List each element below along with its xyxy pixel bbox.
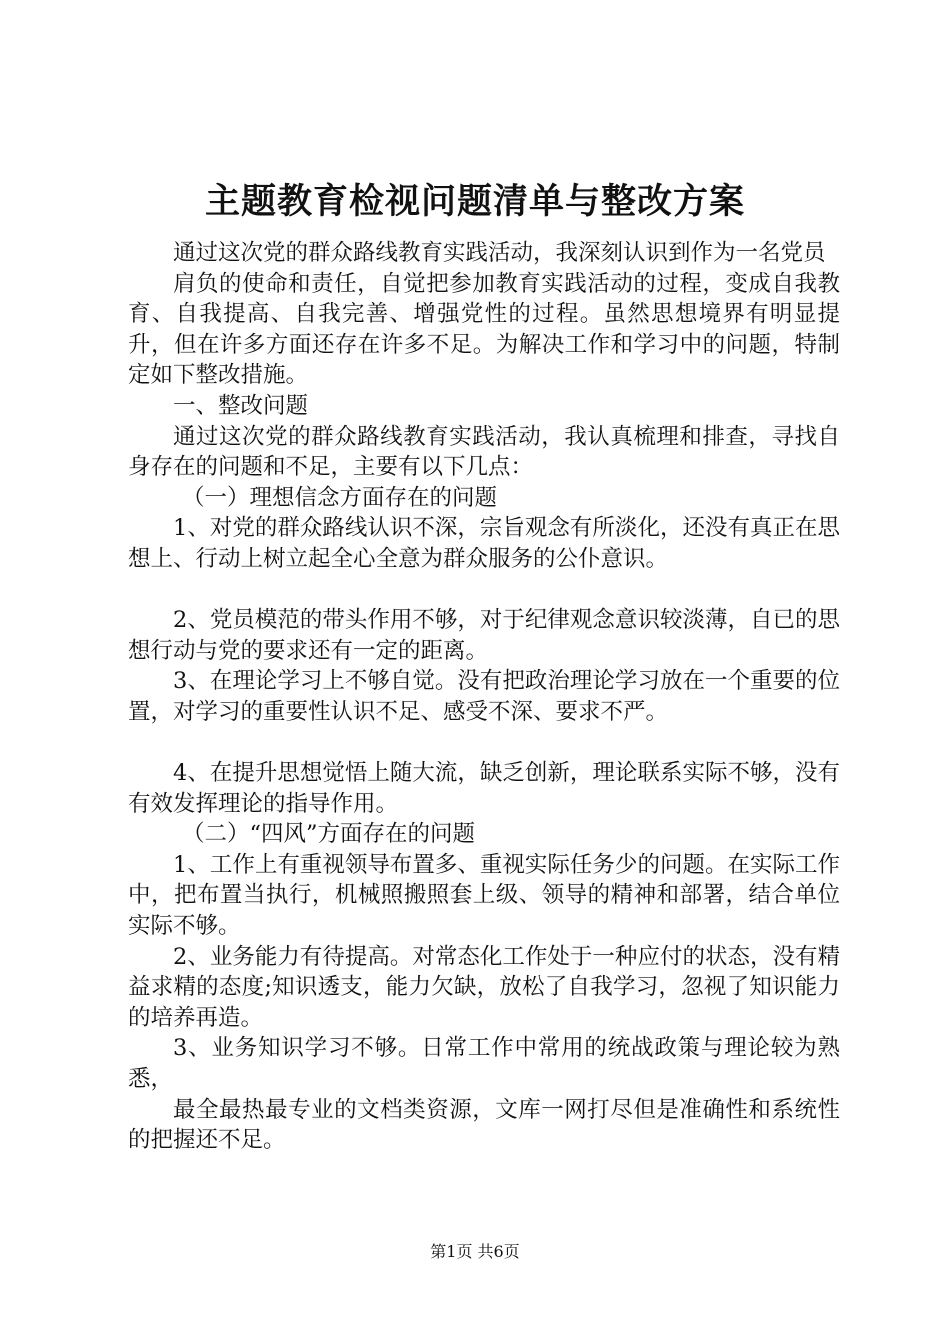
list-item: 1、对党的群众路线认识不深，宗旨观念有所淡化，还没有真正在思想上、行动上树立起全心全意为群众服务的公仆意识。 — [128, 515, 840, 572]
list-item: 3、业务知识学习不够。日常工作中常用的统战政策与理论较为熟悉， — [128, 1035, 840, 1093]
list-item: 2、党员模范的带头作用不够，对于纪律观念意识较淡薄，自已的思想行动与党的要求还有一定的距离。 — [128, 607, 840, 664]
list-item: 4、在提升思想觉悟上随大流，缺乏创新，理论联系实际不够，没有有效发挥理论的指导作用。 — [128, 760, 840, 817]
document-body — [128, 238, 840, 1156]
page-footer: 第1页 共6页 — [430, 1242, 520, 1261]
subsection-heading-1: （一）理想信念方面存在的问题 — [182, 484, 498, 511]
document-title: 主题教育检视问题清单与整改方案 — [204, 181, 745, 222]
subsection-heading-2: （二）“四风”方面存在的问题 — [182, 821, 476, 848]
paragraph-closing: 最全最热最专业的文档类资源，文库一网打尽但是准确性和系统性的把握还不足。 — [128, 1096, 840, 1154]
paragraph-intro-1: 通过这次党的群众路线教育实践活动，我深刻认识到作为一名党员 — [173, 240, 826, 266]
list-item: 3、在理论学习上不够自觉。没有把政治理论学习放在一个重要的位置，对学习的重要性认识不足、感受不深、要求不严。 — [128, 668, 840, 725]
list-item: 1、工作上有重视领导布置多、重视实际任务少的问题。在实际工作中，把布置当执行，机械照搬照套上级、领导的精神和部署，结合单位实际不够。 — [128, 851, 840, 940]
paragraph-summary: 通过这次党的群众路线教育实践活动，我认真梳理和排查，寻找自身存在的问题和不足，主要有以下几点： — [128, 423, 840, 481]
list-item: 2、业务能力有待提高。对常态化工作处于一种应付的状态，没有精益求精的态度;知识透支，能力欠缺，放松了自我学习，忽视了知识能力的培养再造。 — [128, 943, 840, 1031]
paragraph-intro-2: 肩负的使命和责任，自觉把参加教育实践活动的过程，变成自我教育、自我提高、自我完善、增强党性的过程。虽然思想境界有明显提升，但在许多方面还存在许多不足。为解决工作和学习中的问题，特制定如下整改措施。 — [128, 270, 840, 389]
section-heading: 一、整改问题 — [173, 392, 309, 419]
